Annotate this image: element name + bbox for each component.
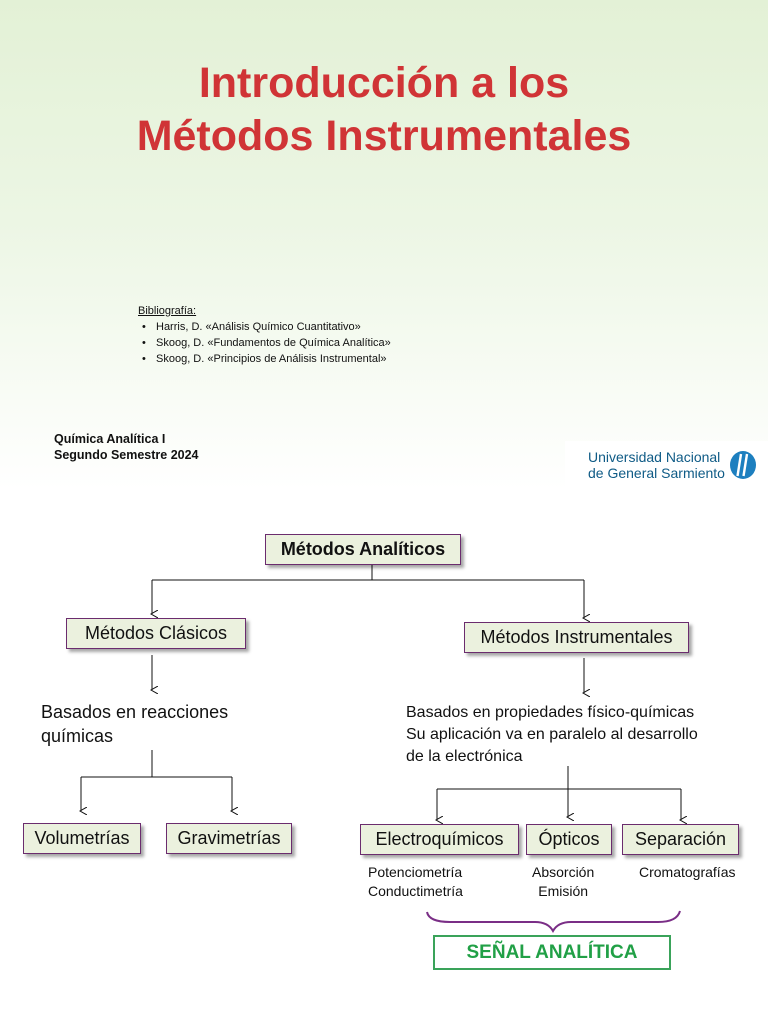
course-name: Química Analítica I — [54, 432, 166, 446]
logo-text — [588, 449, 725, 481]
bibliography-heading: Bibliografía: — [138, 305, 197, 317]
electro-techniques — [368, 863, 463, 901]
electro-technique: Potenciometría — [368, 864, 463, 880]
instr-desc-line1: Basados en propiedades físico-químicas — [406, 704, 695, 721]
title-slide — [0, 0, 768, 490]
ungs-logo-icon — [728, 449, 758, 481]
instr-desc-line3: de la electrónica — [406, 748, 523, 765]
signal-box: SEÑAL ANALÍTICA — [433, 935, 671, 970]
slide-title-line1: Introducción a los — [198, 59, 570, 107]
box-metodos-clasicos: Métodos Clásicos — [66, 618, 246, 649]
university-logo — [565, 441, 768, 489]
electro-technique: Conductimetría — [368, 883, 463, 899]
box-metodos-instrumentales: Métodos Instrumentales — [464, 622, 689, 653]
course-semester: Segundo Semestre 2024 — [54, 448, 199, 462]
bibliography-item: • Skoog, D. «Principios de Análisis Instrumental» — [156, 351, 391, 367]
bibliography-item: • Skoog, D. «Fundamentos de Química Analítica» — [156, 335, 391, 351]
bibliography-list — [138, 319, 391, 367]
classic-desc-line2: químicas — [41, 726, 114, 746]
logo-text-line2: de General Sarmiento — [588, 465, 725, 481]
optic-techniques — [532, 863, 594, 901]
logo-text-line1: Universidad Nacional — [588, 449, 721, 465]
separation-techniques — [639, 863, 735, 882]
classic-description — [41, 700, 228, 748]
box-opticos: Ópticos — [526, 824, 612, 855]
instrumental-description — [406, 702, 698, 768]
slide-title-line2: Métodos Instrumentales — [136, 112, 632, 160]
box-separacion: Separación — [622, 824, 739, 855]
box-gravimetrias: Gravimetrías — [166, 823, 292, 854]
classic-desc-line1: Basados en reacciones — [41, 702, 229, 722]
instr-desc-line2: Su aplicación va en paralelo al desarrollo — [406, 726, 698, 743]
optic-technique: Emisión — [538, 883, 589, 899]
bibliography — [138, 303, 391, 367]
bibliography-item: • Harris, D. «Análisis Químico Cuantitativo» — [156, 319, 391, 335]
box-volumetrias: Volumetrías — [23, 823, 141, 854]
box-electroquimicos: Electroquímicos — [360, 824, 519, 855]
box-metodos-analiticos: Métodos Analíticos — [265, 534, 461, 565]
curly-brace — [427, 911, 680, 931]
separation-technique: Cromatografías — [639, 864, 736, 880]
optic-technique: Absorción — [532, 864, 595, 880]
course-info — [54, 431, 199, 463]
methods-diagram — [0, 490, 768, 1024]
